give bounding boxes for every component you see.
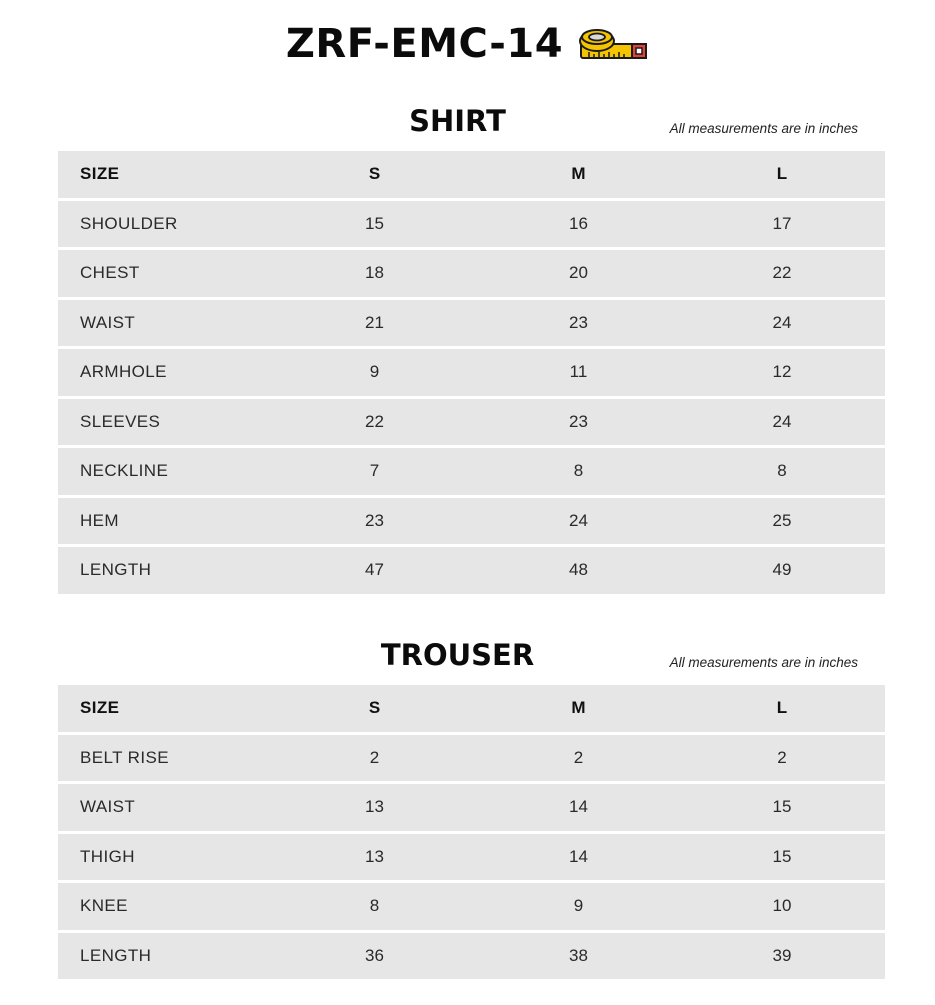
measurement-label: BELT RISE xyxy=(80,747,169,767)
value-s: 18 xyxy=(365,263,384,283)
column-header-s: S xyxy=(368,698,381,718)
value-l: 25 xyxy=(772,510,792,530)
shirt-section-title: SHIRT xyxy=(409,104,506,138)
column-header-s: S xyxy=(368,164,381,184)
value-m: 48 xyxy=(569,560,588,580)
measurement-label: LENGTH xyxy=(80,945,152,965)
value-m: 14 xyxy=(569,846,588,866)
value-m: 8 xyxy=(573,461,584,481)
table-row xyxy=(58,448,885,495)
trouser-section-title: TROUSER xyxy=(380,638,535,672)
measurement-label: LENGTH xyxy=(80,560,152,580)
shirt-table xyxy=(58,151,885,594)
measurement-label: NECKLINE xyxy=(80,461,169,481)
measurement-label: HEM xyxy=(80,510,119,530)
trouser-section-header xyxy=(58,635,885,685)
column-header-m: M xyxy=(571,698,586,718)
measurement-label: THIGH xyxy=(80,846,135,866)
table-row xyxy=(58,201,885,248)
value-s: 47 xyxy=(365,560,384,580)
table-row xyxy=(58,250,885,297)
value-l: 22 xyxy=(772,263,792,283)
column-header-l: L xyxy=(776,698,788,718)
table-row xyxy=(58,547,885,594)
value-s: 36 xyxy=(365,945,384,965)
table-row xyxy=(58,883,885,930)
value-l: 2 xyxy=(777,747,787,767)
value-l: 8 xyxy=(777,461,787,481)
value-m: 16 xyxy=(569,213,588,233)
trouser-units-note: All measurements are in inches xyxy=(669,655,858,670)
tape-measure-icon xyxy=(577,26,649,64)
value-s: 13 xyxy=(365,846,384,866)
table-header-row xyxy=(58,685,885,732)
column-header-m: M xyxy=(571,164,586,184)
value-m: 20 xyxy=(569,263,588,283)
table-row xyxy=(58,784,885,831)
table-row xyxy=(58,834,885,881)
measurement-label: WAIST xyxy=(80,797,136,817)
trouser-size-chart xyxy=(58,635,885,979)
measurement-label: KNEE xyxy=(80,896,128,916)
value-m: 24 xyxy=(569,510,588,530)
value-m: 2 xyxy=(573,747,584,767)
value-m: 23 xyxy=(569,312,588,332)
measurement-label: SLEEVES xyxy=(80,411,161,431)
column-header-l: L xyxy=(776,164,788,184)
value-l: 15 xyxy=(772,797,792,817)
value-s: 13 xyxy=(365,797,384,817)
value-m: 11 xyxy=(569,362,588,382)
value-m: 9 xyxy=(573,896,584,916)
value-s: 21 xyxy=(365,312,384,332)
value-m: 23 xyxy=(569,411,588,431)
trouser-table xyxy=(58,685,885,979)
table-row xyxy=(58,498,885,545)
shirt-units-note: All measurements are in inches xyxy=(669,121,858,136)
value-l: 39 xyxy=(772,945,792,965)
column-header-size: SIZE xyxy=(80,698,120,718)
measurement-label: WAIST xyxy=(80,312,136,332)
table-header-row xyxy=(58,151,885,198)
value-s: 15 xyxy=(365,213,384,233)
value-s: 9 xyxy=(369,362,380,382)
measurement-label: CHEST xyxy=(80,263,140,283)
shirt-section-header xyxy=(58,101,885,151)
value-s: 2 xyxy=(369,747,380,767)
value-l: 49 xyxy=(772,560,792,580)
value-l: 17 xyxy=(772,213,792,233)
measurement-label: ARMHOLE xyxy=(80,362,167,382)
measurement-label: SHOULDER xyxy=(80,213,178,233)
column-header-size: SIZE xyxy=(80,164,120,184)
value-s: 8 xyxy=(369,896,380,916)
table-row xyxy=(58,933,885,980)
value-s: 22 xyxy=(365,411,384,431)
value-l: 24 xyxy=(772,411,792,431)
value-l: 15 xyxy=(772,846,792,866)
value-m: 14 xyxy=(569,797,588,817)
table-row xyxy=(58,300,885,347)
value-s: 7 xyxy=(369,461,380,481)
table-row xyxy=(58,399,885,446)
value-s: 23 xyxy=(365,510,384,530)
value-l: 10 xyxy=(772,896,792,916)
value-l: 24 xyxy=(772,312,792,332)
value-m: 38 xyxy=(569,945,588,965)
shirt-size-chart xyxy=(58,101,885,594)
page-title-bar xyxy=(0,18,935,70)
value-l: 12 xyxy=(772,362,792,382)
table-row xyxy=(58,349,885,396)
page-title: ZRF-EMC-14 xyxy=(285,21,564,67)
table-row xyxy=(58,735,885,782)
